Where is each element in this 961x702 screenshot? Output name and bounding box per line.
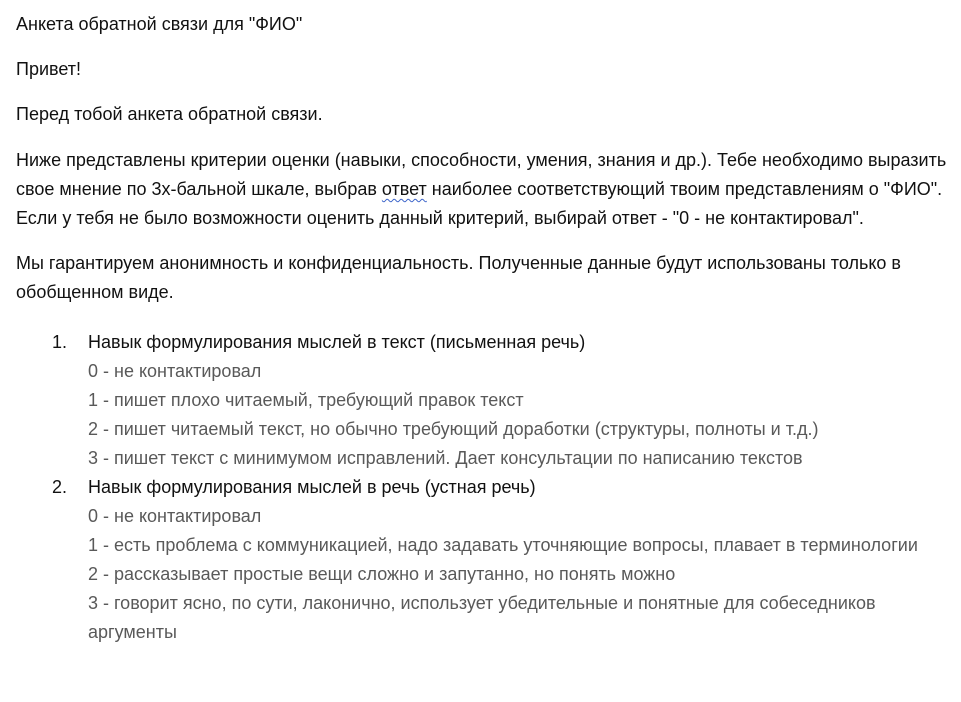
criterion-option: 2 - пишет читаемый текст, но обычно требующий доработки (структуры, полноты и т.д.) [88,419,819,439]
instructions-text-start: Ниже представлены критерии оценки (навыки, способности, умения, знания и др.). Тебе необходимо выразить свое мнение по 3х-бальной шкале, выбрав [16,150,947,199]
spellcheck-flagged-word[interactable]: ответ [381,179,427,199]
criterion-option: 2 - рассказывает простые вещи сложно и запутанно, но понять можно [88,564,676,584]
instructions-paragraph [16,146,956,233]
intro-paragraph: Перед тобой анкета обратной связи. [16,104,323,124]
greeting-paragraph: Привет! [16,59,82,79]
criterion-item [16,473,956,647]
document-title: Анкета обратной связи для "ФИО" [16,14,303,34]
criterion-title: Навык формулирования мыслей в речь (устная речь) [88,477,536,497]
document-page [16,0,956,647]
criterion-item [16,328,956,473]
criterion-option: 1 - пишет плохо читаемый, требующий правок текст [88,390,524,410]
criterion-number: 1. [52,332,68,352]
criterion-option: 3 - говорит ясно, по сути, лаконично, использует убедительные и понятные для собеседников аргументы [88,593,876,642]
criterion-option: 0 - не контактировал [88,506,262,526]
criterion-number: 2. [52,477,68,497]
criterion-option: 0 - не контактировал [88,361,262,381]
criterion-option: 3 - пишет текст с минимумом исправлений. Дает консультации по написанию текстов [88,448,803,468]
criterion-title: Навык формулирования мыслей в текст (письменная речь) [88,332,586,352]
instructions-text-end: наиболее соответствующий твоим представлениям о "ФИО". Если у тебя не было возможности оценить данный критерий, выбирай ответ - "0 - не контактировал". [16,179,943,228]
criterion-option: 1 - есть проблема с коммуникацией, надо задавать уточняющие вопросы, плавает в терминологии [88,535,918,555]
anonymity-paragraph: Мы гарантируем анонимность и конфиденциальность. Полученные данные будут использованы только в обобщенном виде. [16,253,901,302]
criteria-list [16,328,956,647]
